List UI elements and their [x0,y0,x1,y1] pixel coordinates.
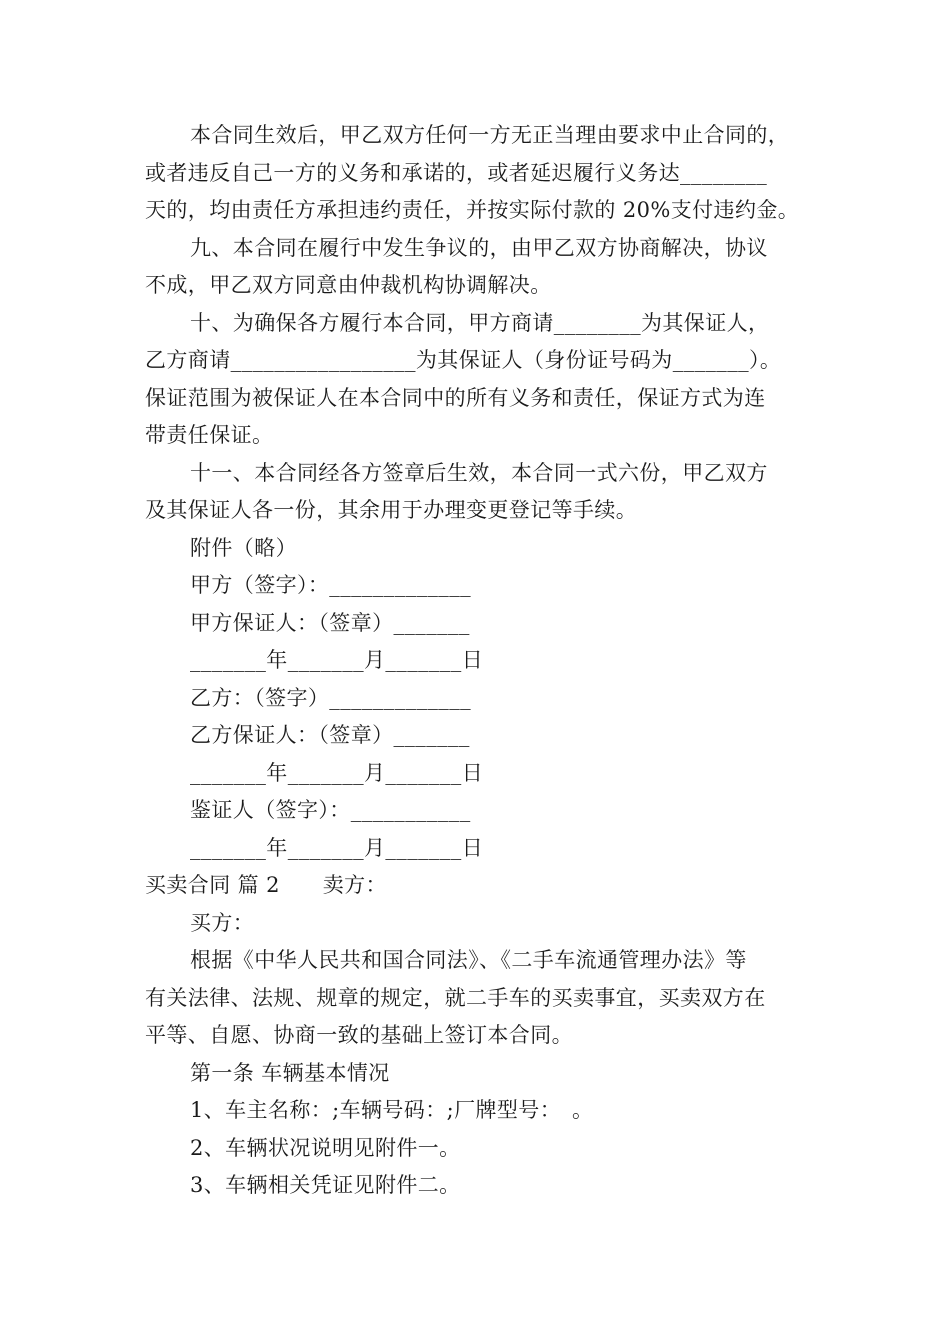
text-line: 乙方保证人：（签章）_______ [190,723,470,747]
text-line: 甲方（签字）：_____________ [190,573,471,597]
text-line: 附件（略） [190,535,297,560]
text-line: _______年_______月_______日 [190,835,484,860]
text-line: 买方： [190,910,255,935]
text-line: 九、本合同在履行中发生争议的，由甲乙双方协商解决，协议 [190,235,768,260]
text-line: 平等、自愿、协商一致的基础上签订本合同。 [145,1023,573,1047]
text-line: 本合同生效后，甲乙双方任何一方无正当理由要求中止合同的， [190,123,790,147]
text-line: 1、车主名称：;车辆号码：;厂牌型号： 。 [190,1098,594,1122]
text-line: 甲方保证人：（签章）_______ [190,610,470,635]
text-line: 天的，均由责任方承担违约责任，并按实际付款的 20%支付违约金。 [145,198,800,222]
text-line: 第一条 车辆基本情况 [190,1060,390,1085]
text-line: 十一、本合同经各方签章后生效，本合同一式六份，甲乙双方 [190,460,768,485]
text-line: 十、为确保各方履行本合同，甲方商请________为其保证人， [190,310,770,335]
text-line: 3、车辆相关凭证见附件二。 [190,1173,461,1197]
text-line: 乙方商请_________________为其保证人（身份证号码为_______）。 [145,348,782,372]
text-line: 及其保证人各一份，其余用于办理变更登记等手续。 [145,498,638,522]
text-line: 买卖合同 篇 2 卖方： [145,873,387,897]
text-line: 乙方：（签字）_____________ [190,685,471,710]
text-line: 根据《中华人民共和国合同法》、《二手车流通管理办法》等 [190,948,747,972]
text-line: _______年_______月_______日 [190,760,484,785]
document-body [145,117,810,1205]
text-line: 带责任保证。 [145,423,274,447]
text-line: _______年_______月_______日 [190,648,484,672]
text-line: 有关法律、法规、规章的规定，就二手车的买卖事宜，买卖双方在 [145,985,766,1010]
text-line: 2、车辆状况说明见附件一。 [190,1135,461,1160]
text-line: 鉴证人（签字）：___________ [190,798,471,822]
text-line: 或者违反自己一方的义务和承诺的，或者延迟履行义务达________ [145,160,768,185]
document-page [145,117,810,1205]
text-line: 保证范围为被保证人在本合同中的所有义务和责任，保证方式为连 [145,385,766,410]
text-line: 不成，甲乙双方同意由仲裁机构协调解决。 [145,273,552,297]
